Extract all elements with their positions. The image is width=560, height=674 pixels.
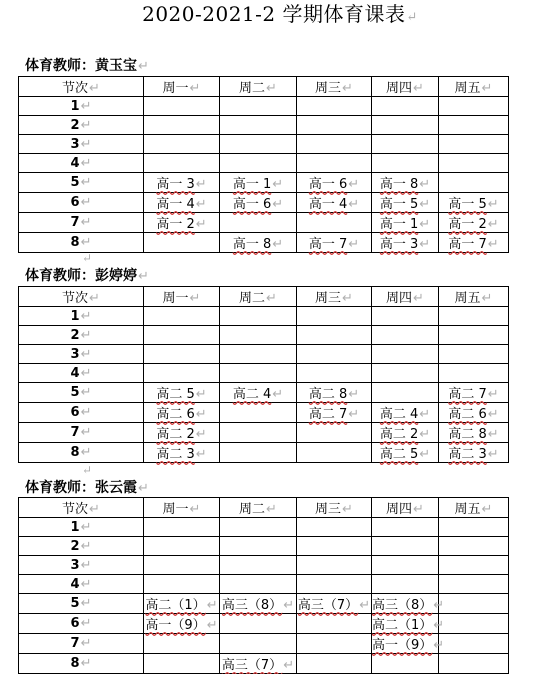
class-cell [144,326,220,345]
class-cell [144,233,220,253]
table-row [19,213,509,233]
column-header: 周五↵ [439,498,509,518]
class-cell: 高三（7）↵ [297,594,372,614]
section-teacher-heading: 体育教师：张云霞↵ [25,480,149,496]
table-row [19,383,509,403]
period-cell: 8↵ [19,443,144,463]
class-cell: 高一 4↵ [144,193,220,213]
period-cell: 2↵ [19,326,144,345]
class-cell [439,614,509,634]
period-cell: 6↵ [19,193,144,213]
class-cell: 高二 8↵ [297,383,372,403]
class-cell: 高二 3↵ [439,443,509,463]
class-cell: 高一（9）↵ [372,634,439,654]
class-cell [144,518,220,537]
paragraph-mark-icon: ↵ [487,387,499,402]
class-cell [297,135,372,154]
paragraph-mark-icon: ↵ [80,519,92,535]
paragraph-mark-icon: ↵ [481,502,493,517]
column-header: 周三↵ [297,77,372,97]
class-cell: 高二 8↵ [439,423,509,443]
paragraph-mark-icon: ↵ [419,427,431,442]
period-cell: 8↵ [19,654,144,674]
paragraph-mark-icon: ↵ [80,596,92,611]
class-cell [439,116,509,135]
class-cell [439,135,509,154]
class-cell: 高三（8）↵ [220,594,297,614]
class-cell [220,634,297,654]
class-cell [220,213,297,233]
class-cell: 高二 7↵ [439,383,509,403]
section-teacher-heading: 体育教师：彭婷婷↵ [25,268,149,284]
paragraph-mark-icon: ↵ [266,291,277,306]
paragraph-mark-icon: ↵ [419,447,431,462]
paragraph-mark-icon: ↵ [272,197,284,212]
class-cell [372,345,439,364]
page-title: 2020-2021-2 学期体育课表↵ [142,2,418,26]
paragraph-mark-icon: ↵ [138,269,149,284]
class-cell [297,556,372,575]
table-row [19,233,509,253]
paragraph-mark-icon: ↵ [419,407,431,422]
period-cell: 2↵ [19,537,144,556]
class-cell [297,443,372,463]
paragraph-mark-icon: ↵ [80,195,92,210]
class-cell [297,345,372,364]
paragraph-mark-icon: ↵ [348,387,360,402]
class-cell [144,135,220,154]
paragraph-mark-icon: ↵ [195,197,207,212]
class-cell: 高一 6↵ [220,193,297,213]
paragraph-mark-icon: ↵ [266,502,277,517]
class-cell [372,575,439,594]
paragraph-mark-icon: ↵ [80,616,92,631]
paragraph-mark-icon: ↵ [359,598,371,613]
column-header: 周二↵ [220,287,297,307]
class-cell: 高三（7）↵ [220,654,297,674]
class-cell: 高一 2↵ [144,213,220,233]
class-cell [439,594,509,614]
class-cell: 高二 7↵ [297,403,372,423]
class-cell: 高一 3↵ [372,233,439,253]
class-cell [372,556,439,575]
paragraph-mark-icon: ↵ [80,405,92,420]
paragraph-mark-icon: ↵ [80,538,92,554]
column-header: 节次↵ [19,287,144,307]
paragraph-mark-icon: ↵ [272,237,284,252]
paragraph-mark-icon: ↵ [283,598,295,613]
class-cell [144,97,220,116]
period-cell: 5↵ [19,173,144,193]
class-cell: 高二 2↵ [372,423,439,443]
period-cell: 7↵ [19,423,144,443]
paragraph-mark-icon: ↵ [195,177,207,192]
paragraph-mark-icon: ↵ [89,502,100,517]
class-cell: 高二（1）↵ [372,614,439,634]
paragraph-mark-icon: ↵ [80,636,92,651]
table-row [19,537,509,556]
column-header: 节次↵ [19,77,144,97]
paragraph-mark-icon: ↵ [348,407,360,422]
class-cell: 高一 5↵ [372,193,439,213]
table-row [19,154,509,173]
table-row [19,556,509,575]
class-cell [144,634,220,654]
column-header: 周五↵ [439,287,509,307]
paragraph-mark-icon: ↵ [487,407,499,422]
paragraph-mark-icon: ↵ [80,365,92,381]
table-row [19,594,509,614]
paragraph-mark-icon: ↵ [80,346,92,362]
class-cell [297,654,372,674]
table-row [19,326,509,345]
class-cell [439,556,509,575]
paragraph-mark-icon: ↵ [80,327,92,343]
class-cell: 高一 5↵ [439,193,509,213]
class-cell [297,537,372,556]
paragraph-mark-icon: ↵ [419,237,431,252]
paragraph-mark-icon: ↵ [80,385,92,400]
column-header: 周二↵ [220,498,297,518]
paragraph-mark-icon: ↵ [189,502,201,517]
paragraph-mark-icon: ↵ [80,175,92,190]
column-header: 周一↵ [144,287,220,307]
class-cell [372,364,439,383]
schedule-table [18,286,509,463]
table-row [19,443,509,463]
paragraph-mark-icon: ↵ [481,291,493,306]
paragraph-mark-icon: ↵ [272,387,284,402]
column-header: 周三↵ [297,498,372,518]
paragraph-mark-icon: ↵ [89,81,100,96]
paragraph-mark-icon: ↵ [487,427,499,442]
class-cell [439,97,509,116]
paragraph-mark-icon: ↵ [348,197,360,212]
class-cell [297,518,372,537]
paragraph-mark-icon: ↵ [487,197,499,212]
class-cell: 高二（1）↵ [144,594,220,614]
column-header: 周四↵ [372,77,439,97]
class-cell [220,575,297,594]
class-cell: 高一 8↵ [220,233,297,253]
class-cell [439,654,509,674]
table-row [19,345,509,364]
class-cell: 高二 6↵ [144,403,220,423]
class-cell [220,614,297,634]
column-header: 周一↵ [144,498,220,518]
class-cell [439,154,509,173]
paragraph-mark-icon: ↵ [413,81,424,96]
paragraph-mark-icon: ↵ [89,291,100,306]
period-cell: 1↵ [19,97,144,116]
paragraph-mark-icon: ↵ [419,177,431,192]
class-cell: 高二 4↵ [372,403,439,423]
paragraph-mark-icon: ↵ [283,658,295,673]
period-cell: 1↵ [19,518,144,537]
class-cell [297,364,372,383]
class-cell [220,135,297,154]
class-cell: 高一 4↵ [297,193,372,213]
period-cell: 4↵ [19,154,144,173]
period-cell: 3↵ [19,345,144,364]
class-cell [372,654,439,674]
period-cell: 4↵ [19,364,144,383]
table-row [19,518,509,537]
paragraph-mark-icon: ↵ [82,463,93,477]
class-cell [439,537,509,556]
paragraph-mark-icon: ↵ [433,638,445,653]
table-row [19,423,509,443]
class-cell [297,213,372,233]
class-cell [297,634,372,654]
column-header: 周五↵ [439,77,509,97]
class-cell [220,154,297,173]
class-cell [439,575,509,594]
class-cell [220,423,297,443]
class-cell [297,307,372,326]
paragraph-mark-icon: ↵ [419,217,431,232]
class-cell [220,443,297,463]
table-row [19,116,509,135]
class-cell [372,116,439,135]
class-cell: 高一 3↵ [144,173,220,193]
schedule-table [18,497,509,674]
class-cell: 高一（9）↵ [144,614,220,634]
paragraph-mark-icon: ↵ [80,308,92,324]
class-cell: 高一 6↵ [297,173,372,193]
class-cell [439,173,509,193]
paragraph-mark-icon: ↵ [487,237,499,252]
class-cell [297,614,372,634]
table-row [19,193,509,213]
table-row [19,575,509,594]
class-cell [220,97,297,116]
paragraph-mark-icon: ↵ [206,598,218,613]
period-cell: 7↵ [19,213,144,233]
class-cell [220,345,297,364]
paragraph-mark-icon: ↵ [189,291,201,306]
class-cell [439,518,509,537]
column-header: 节次↵ [19,498,144,518]
class-cell [220,116,297,135]
class-cell: 高一 1↵ [372,213,439,233]
class-cell: 高一 2↵ [439,213,509,233]
column-header: 周二↵ [220,77,297,97]
class-cell: 高一 7↵ [297,233,372,253]
class-cell: 高二 3↵ [144,443,220,463]
period-cell: 5↵ [19,383,144,403]
class-cell [372,518,439,537]
period-cell: 6↵ [19,614,144,634]
paragraph-mark-icon: ↵ [413,502,424,517]
table-row [19,135,509,154]
paragraph-mark-icon: ↵ [138,59,149,74]
paragraph-mark-icon: ↵ [272,177,284,192]
paragraph-mark-icon: ↵ [266,81,277,96]
paragraph-mark-icon: ↵ [80,155,92,171]
paragraph-mark-icon: ↵ [348,237,360,252]
column-header: 周三↵ [297,287,372,307]
class-cell [297,575,372,594]
paragraph-mark-icon: ↵ [487,217,499,232]
table-row [19,173,509,193]
paragraph-mark-icon: ↵ [342,81,353,96]
class-cell [297,154,372,173]
period-cell: 5↵ [19,594,144,614]
paragraph-mark-icon: ↵ [419,197,431,212]
period-cell: 3↵ [19,135,144,154]
class-cell: 高三（8）↵ [372,594,439,614]
class-cell [372,97,439,116]
paragraph-mark-icon: ↵ [189,81,201,96]
class-cell [297,326,372,345]
period-cell: 4↵ [19,575,144,594]
class-cell [297,97,372,116]
class-cell: 高二 6↵ [439,403,509,423]
table-header-row [19,498,509,518]
column-header: 周四↵ [372,498,439,518]
paragraph-mark-icon: ↵ [80,425,92,440]
class-cell [220,326,297,345]
paragraph-mark-icon: ↵ [195,407,207,422]
class-cell: 高一 1↵ [220,173,297,193]
class-cell [297,116,372,135]
paragraph-mark-icon: ↵ [413,291,424,306]
paragraph-mark-icon: ↵ [80,215,92,230]
paragraph-mark-icon: ↵ [206,618,218,633]
paragraph-mark-icon: ↵ [80,136,92,152]
class-cell [144,654,220,674]
class-cell [220,537,297,556]
paragraph-mark-icon: ↵ [481,81,493,96]
class-cell [144,575,220,594]
class-cell: 高一 8↵ [372,173,439,193]
class-cell [144,556,220,575]
paragraph-mark-icon: ↵ [487,447,499,462]
class-cell [297,423,372,443]
schedule-table [18,76,509,253]
class-cell: 高二 5↵ [144,383,220,403]
paragraph-mark-icon: ↵ [433,618,445,633]
class-cell [220,556,297,575]
column-header: 周一↵ [144,77,220,97]
table-row [19,403,509,423]
period-cell: 7↵ [19,634,144,654]
class-cell [144,537,220,556]
paragraph-mark-icon: ↵ [80,98,92,114]
period-cell: 1↵ [19,307,144,326]
paragraph-mark-icon: ↵ [342,291,353,306]
class-cell [144,116,220,135]
class-cell [144,345,220,364]
table-row [19,364,509,383]
table-header-row [19,77,509,97]
period-cell: 3↵ [19,556,144,575]
paragraph-mark-icon: ↵ [195,447,207,462]
paragraph-mark-icon: ↵ [80,656,92,671]
class-cell [439,634,509,654]
paragraph-mark-icon: ↵ [80,445,92,460]
class-cell [372,537,439,556]
class-cell [439,364,509,383]
paragraph-mark-icon: ↵ [433,598,445,613]
class-cell [144,154,220,173]
paragraph-mark-icon: ↵ [138,481,149,496]
class-cell [439,326,509,345]
paragraph-mark-icon: ↵ [80,557,92,573]
period-cell: 6↵ [19,403,144,423]
table-row [19,634,509,654]
class-cell [144,364,220,383]
class-cell [220,307,297,326]
paragraph-mark-icon: ↵ [195,387,207,402]
paragraph-mark-icon: ↵ [82,251,93,265]
class-cell [220,403,297,423]
class-cell [220,518,297,537]
class-cell [372,135,439,154]
class-cell [220,364,297,383]
class-cell [372,383,439,403]
section-teacher-heading: 体育教师：黄玉宝↵ [25,58,149,74]
class-cell [439,345,509,364]
class-cell: 高二 2↵ [144,423,220,443]
paragraph-mark-icon: ↵ [80,576,92,592]
period-cell: 2↵ [19,116,144,135]
table-row [19,614,509,634]
class-cell: 高二 4↵ [220,383,297,403]
column-header: 周四↵ [372,287,439,307]
table-header-row [19,287,509,307]
class-cell [144,307,220,326]
paragraph-mark-icon: ↵ [348,177,360,192]
paragraph-mark-icon: ↵ [80,117,92,133]
table-row [19,307,509,326]
class-cell [372,154,439,173]
class-cell: 高一 7↵ [439,233,509,253]
class-cell [372,307,439,326]
table-row [19,97,509,116]
class-cell [372,326,439,345]
paragraph-mark-icon: ↵ [80,235,92,250]
paragraph-mark-icon: ↵ [195,427,207,442]
class-cell [439,307,509,326]
period-cell: 8↵ [19,233,144,253]
paragraph-mark-icon: ↵ [342,502,353,517]
paragraph-mark-icon: ↵ [195,217,207,232]
class-cell: 高二 5↵ [372,443,439,463]
table-row [19,654,509,674]
paragraph-mark-icon: ↵ [406,10,418,25]
